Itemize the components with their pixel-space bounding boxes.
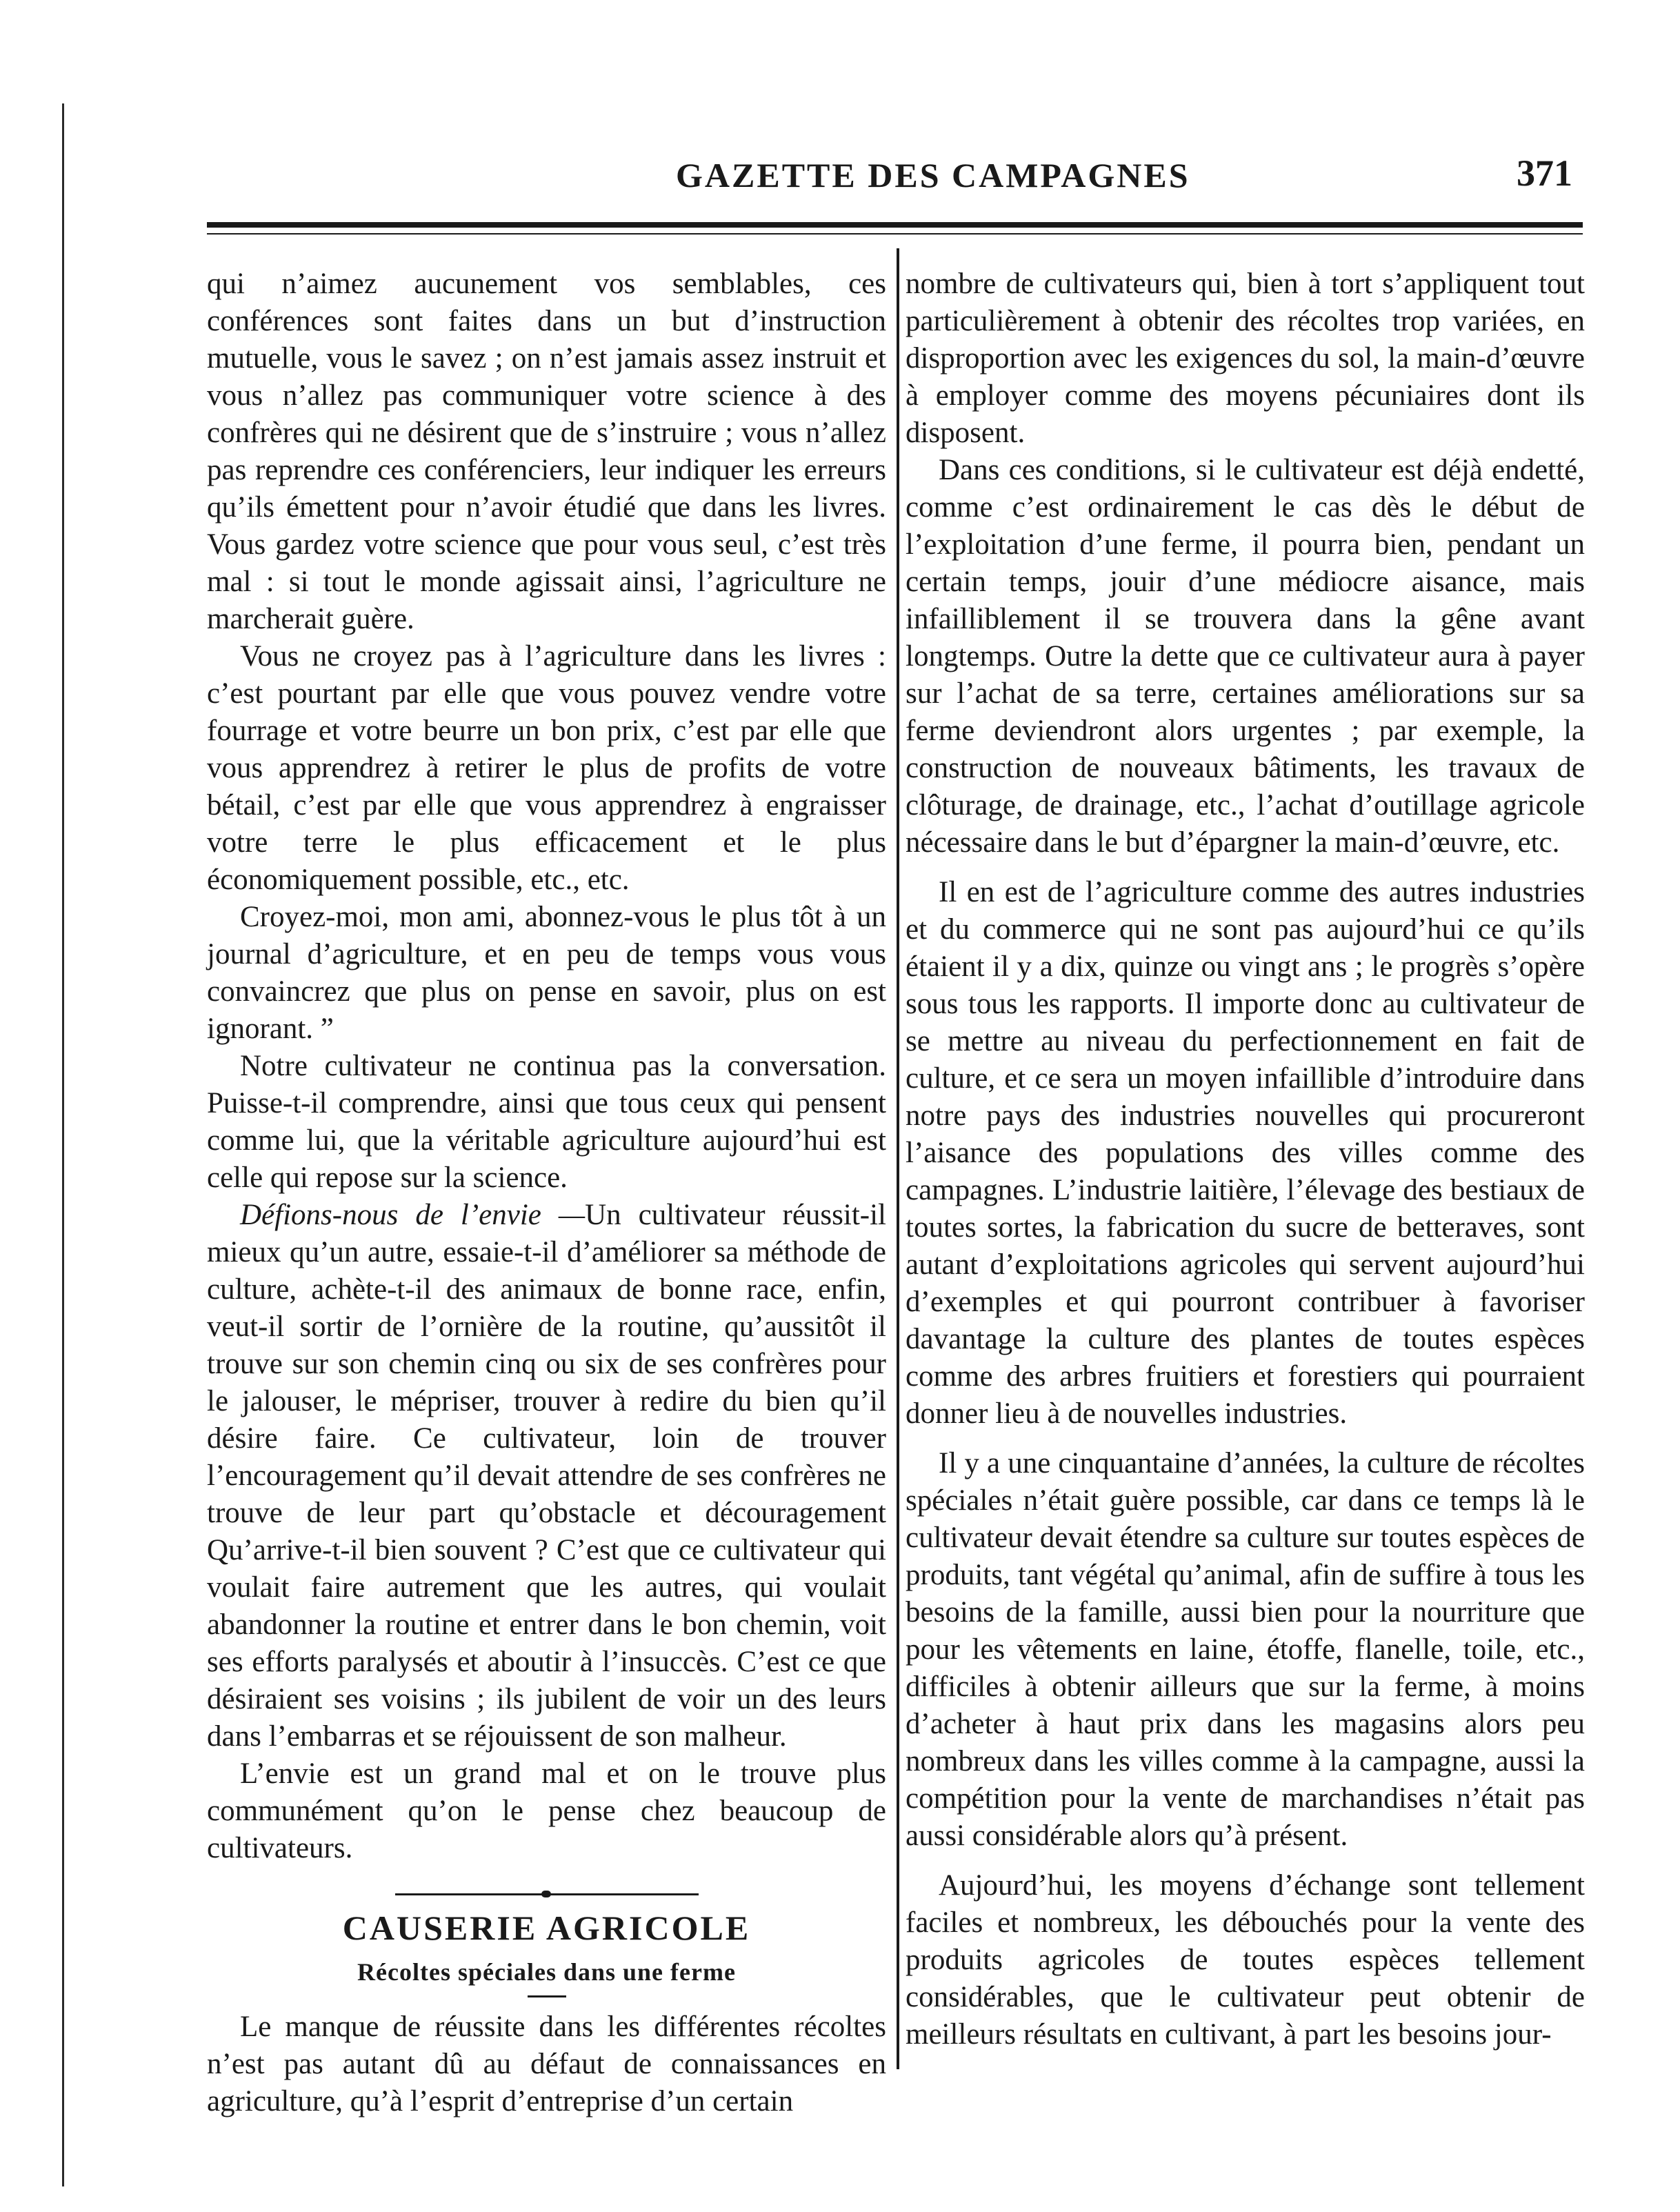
- paragraph: Notre cultivateur ne continua pas la conversation. Puisse-t-il comprendre, ainsi que tous ceux qui pensent comme lui, que la véritable agriculture aujourd’hui est celle qui repose sur la science.: [207, 1050, 886, 1194]
- paragraph: Il en est de l’agriculture comme des autres industries et du commerce qui ne sont pas aujourd’hui ce qu’ils étaient il y a dix, quinze ou vingt ans ; le progrès s’opère sous tous les rapports. Il importe donc au cultivateur de se mettre au niveau du perfectionnement en fait de culture, et ce sera un moyen infaillible d’introduire dans notre pays des industries nouvelles qui procureront l’aisance des populations des villes comme des campagnes. L’industrie laitière, l’élevage des bestiaux de toutes sortes, la fabrication du sucre de betteraves, sont autant d’exploitations agricoles qui servent aujourd’hui d’exemples et qui pourront contribuer à favoriser davantage la culture des plantes de toutes espèces comme des arbres fruitiers et forestiers qui pourraient donner lieu à de nouvelles industries.: [906, 876, 1585, 1430]
- right-column: [906, 266, 1585, 2053]
- paragraph: Le manque de réussite dans les différentes récoltes n’est pas autant dû au défaut de connaissances en agriculture, qu’à l’esprit d’entreprise d’un certain: [207, 2011, 886, 2118]
- paragraph: Croyez-moi, mon ami, abonnez-vous le plus tôt à un journal d’agriculture, et en peu de temps vous vous convaincrez que plus on pense en savoir, plus on est ignorant. ”: [207, 901, 886, 1045]
- paragraph-envie: [207, 1197, 886, 1755]
- paragraph-body: Un cultivateur réussit-il mieux qu’un autre, essaie-t-il d’améliorer sa méthode de culture, achète-t-il des animaux de bonne race, enfin, veut-il sortir de l’ornière de la routine, qu’aussitôt il trouve sur son chemin cinq ou six de ses confrères pour le jalouser, le mépriser, trouver à redire du bien qu’il désire faire. Ce cultivateur, loin de trouver l’encouragement qu’il devait attendre de ses confrères ne trouve de leur part qu’obstacle et découragement Qu’arrive-t-il bien souvent ? C’est que ce cultivateur qui voulait faire autrement que les autres, qui voulait abandonner la routine et entrer dans le bon chemin, voit ses efforts paralysés et aboutir à l’insuccès. C’est ce que désiraient ses voisins ; ils jubilent de voir un des leurs dans l’embarras et se réjouissent de son malheur.: [207, 1199, 886, 1753]
- column-divider: [897, 248, 899, 2069]
- header-rule-thick: [207, 222, 1583, 228]
- paragraph: Aujourd’hui, les moyens d’échange sont tellement faciles et nombreux, les débouchés pour la vente des produits agricoles de toutes espèces tellement considérables, que le cultivateur peut obtenir de meilleurs résultats en cultivant, à part les besoins jour-: [906, 1869, 1585, 2051]
- subtitle-rule: [528, 1995, 566, 1997]
- header-rule-thin: [207, 233, 1583, 235]
- paragraph: nombre de cultivateurs qui, bien à tort s’appliquent tout particulièrement à obtenir des récoltes trop variées, en disproportion avec les exigences du sol, la main-d’œuvre à employer comme des moyens pécuniaires dont ils disposent.: [906, 268, 1585, 449]
- section-subtitle: Récoltes spéciales dans une ferme: [357, 1958, 736, 1986]
- paragraph: Dans ces conditions, si le cultivateur est déjà endetté, comme c’est ordinairement le cas dès le début de l’exploitation d’une ferme, il pourra bien, pendant un certain temps, jouir d’une médiocre aisance, mais infailliblement il se trouvera dans la gêne avant longtemps. Outre la dette que ce cultivateur aura à payer sur l’achat de sa terre, certaines améliorations sur sa ferme deviendront alors urgentes ; par exemple, la construction de nouveaux bâtiments, les travaux de clôturage, de drainage, etc., l’achat d’outillage agricole nécessaire dans le but d’épargner la main-d’œuvre, etc.: [906, 454, 1585, 859]
- italic-lead: Défions-nous de l’envie —: [240, 1199, 586, 1231]
- paragraph: Il y a une cinquantaine d’années, la culture de récoltes spéciales n’était guère possible, car dans ce temps là le cultivateur devait étendre sa culture sur toutes espèces de produits, tant végétal qu’animal, afin de suffire à tous les besoins de la famille, aussi bien pour la nourriture que pour les vêtements en laine, étoffe, flanelle, toile, etc., difficiles à obtenir ailleurs que sur la ferme, à moins d’acheter à haut prix dans les magasins alors peu nombreux dans les villes comme à la campagne, aussi la compétition pour la vente de marchandises n’était pas aussi considérable alors qu’à présent.: [906, 1447, 1585, 1852]
- newspaper-title: GAZETTE DES CAMPAGNES: [676, 156, 1190, 195]
- paragraph: qui n’aimez aucunement vos semblables, ces conférences sont faites dans un but d’instruction mutuelle, vous le savez ; on n’est jamais assez instruit et vous n’allez pas communiquer votre science à des confrères qui ne désirent que de s’instruire ; vous n’allez pas reprendre ces conférenciers, leur indiquer les erreurs qu’ils émettent pour n’avoir étudié que dans les livres. Vous gardez votre science que pour vous seul, c’est très mal : si tout le monde agissait ainsi, l’agriculture ne marcherait guère.: [207, 268, 886, 635]
- binding-edge-line: [62, 103, 64, 2186]
- section-ornament-rule: [395, 1891, 699, 1897]
- page-header: [207, 138, 1586, 200]
- paragraph: Vous ne croyez pas à l’agriculture dans les livres : c’est pourtant par elle que vous pouvez vendre votre fourrage et votre beurre un bon prix, c’est par elle que vous apprendrez à retirer le plus de profits de votre bétail, c’est par elle que vous apprendrez à engraisser votre terre le plus efficacement et le plus économiquement possible, etc., etc.: [207, 640, 886, 896]
- paragraph: L’envie est un grand mal et on le trouve plus communément qu’on le pense chez beaucoup de cultivateurs.: [207, 1757, 886, 1864]
- left-column: [207, 266, 886, 2120]
- section-title: CAUSERIE AGRICOLE: [342, 1909, 751, 1947]
- page-number: 371: [1517, 152, 1572, 194]
